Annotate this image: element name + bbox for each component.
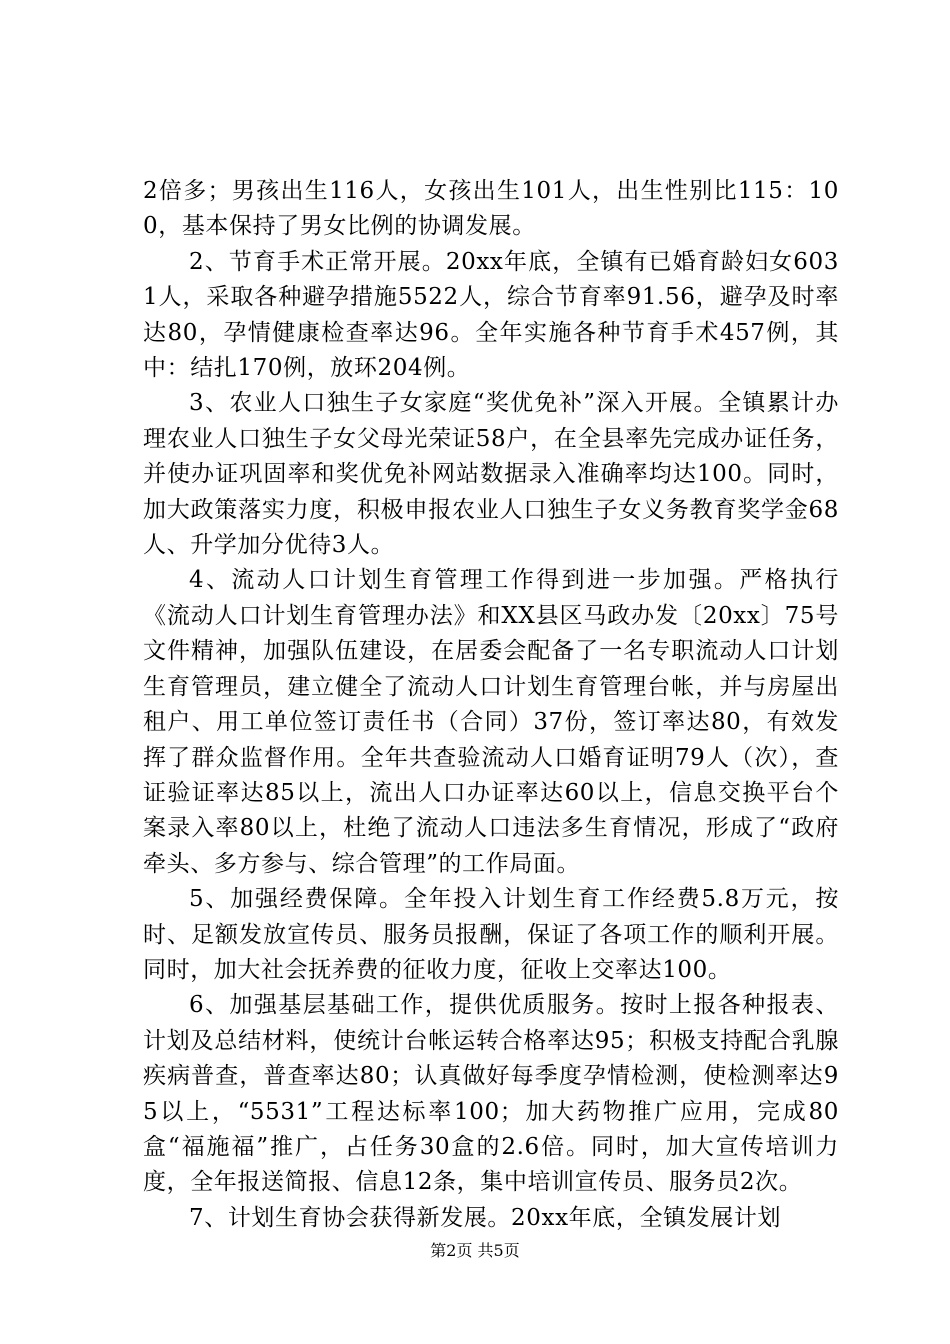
paragraph-item-5: 5、加强经费保障。全年投入计划生育工作经费5.8万元，按时、足额发放宣传员、服务员报酬，保证了各项工作的顺利开展。同时，加大社会抚养费的征收力度，征收上交率达100。 <box>143 886 839 983</box>
paragraph-item-2: 2、节育手术正常开展。20xx年底，全镇有已婚育龄妇女6031人，采取各种避孕措施5522人，综合节育率91.56，避孕及时率达80，孕情健康检查率达96。全年实施各种节育手术457例，其中：结扎170例，放环204例。 <box>143 248 839 382</box>
paragraph-item-7: 7、计划生育协会获得新发展。20xx年底，全镇发展计划 <box>189 1204 782 1231</box>
paragraph-item-6: 6、加强基层基础工作，提供优质服务。按时上报各种报表、计划及总结材料，使统计台帐运转合格率达95；积极支持配合乳腺疾病普查，普查率达80；认真做好每季度孕情检测，使检测率达95以上，“5531”工程达标率100；加大药物推广应用，完成80盒“福施福”推广，占任务30盒的2.6倍。同时，加大宣传培训力度，全年报送简报、信息12条，集中培训宣传员、服务员2次。 <box>143 992 839 1196</box>
page-number-footer: 第2页 共5页 <box>430 1241 520 1260</box>
paragraph-item-3: 3、农业人口独生子女家庭“奖优免补”深入开展。全镇累计办理农业人口独生子女父母光荣证58户，在全县率先完成办证任务，并使办证巩固率和奖优免补网站数据录入准确率均达100。同时，加大政策落实力度，积极申报农业人口独生子女义务教育奖学金68人、升学加分优待3人。 <box>143 390 839 559</box>
paragraph-continuation: 2倍多；男孩出生116人，女孩出生101人，出生性别比115：100，基本保持了男女比例的协调发展。 <box>143 178 839 240</box>
paragraph-item-4: 4、流动人口计划生育管理工作得到进一步加强。严格执行《流动人口计划生育管理办法》和XX县区马政办发〔20xx〕75号文件精神，加强队伍建设，在居委会配备了一名专职流动人口计划生育管理员，建立健全了流动人口计划生育管理台帐，并与房屋出租户、用工单位签订责任书（合同）37份，签订率达80，有效发挥了群众监督作用。全年共查验流动人口婚育证明79人（次），查证验证率达85以上，流出人口办证率达60以上，信息交换平台个案录入率80以上，杜绝了流动人口违法多生育情况，形成了“政府牵头、多方参与、综合管理”的工作局面。 <box>143 567 839 877</box>
document-body <box>143 174 839 1236</box>
